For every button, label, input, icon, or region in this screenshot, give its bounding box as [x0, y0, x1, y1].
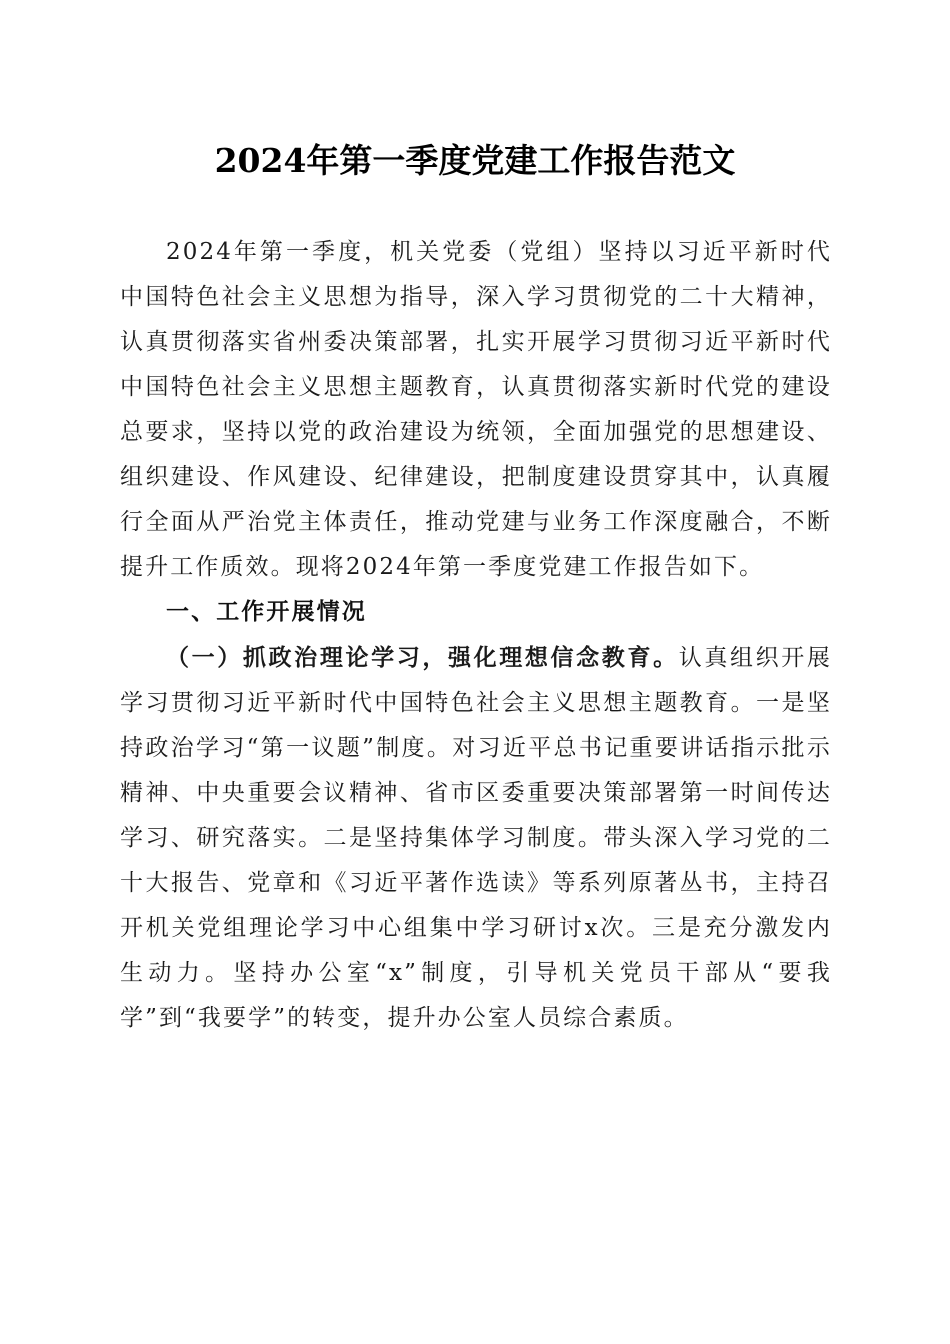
subsection-lead-sentence: （一）抓政治理论学习，强化理想信念教育。 — [166, 644, 679, 671]
intro-paragraph: 2024年第一季度，机关党委（党组）坚持以习近平新时代中国特色社会主义思想为指导，深入学习贯彻党的二十大精神，认真贯彻落实省州委决策部署，扎实开展学习贯彻习近平新时代中国特色社会主义思想主题教育，认真贯彻落实新时代党的建设总要求，坚持以党的政治建设为统领，全面加强党的思想建设、组织建设、作风建设、纪律建设，把制度建设贯穿其中，认真履行全面从严治党主体责任，推动党建与业务工作深度融合，不断提升工作质效。现将2024年第一季度党建工作报告如下。 — [120, 239, 832, 580]
subsection-paragraph-political-study — [120, 635, 832, 1041]
document-title: 2024年第一季度党建工作报告范文 — [214, 141, 736, 180]
subsection-body-text: 认真组织开展学习贯彻习近平新时代中国特色社会主义思想主题教育。一是坚持政治学习“第一议题”制度。对习近平总书记重要讲话指示批示精神、中央重要会议精神、省市区委重要决策部署第一时间传达学习、研究落实。二是坚持集体学习制度。带头深入学习党的二十大报告、党章和《习近平著作选读》等系列原著丛书，主持召开机关党组理论学习中心组集中学习研讨x次。三是充分激发内生动力。坚持办公室“x”制度，引导机关党员干部从“要我学”到“我要学”的转变，提升办公室人员综合素质。 — [120, 645, 832, 1031]
section-heading-work-progress: 一、工作开展情况 — [166, 599, 367, 625]
document-body — [120, 230, 832, 1041]
